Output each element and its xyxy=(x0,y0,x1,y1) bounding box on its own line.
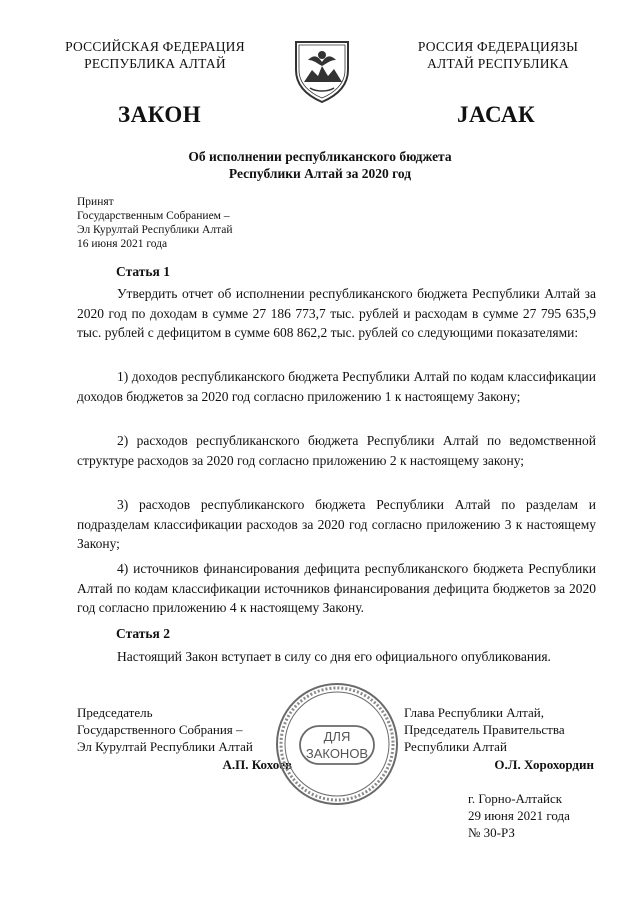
signing-date: 29 июня 2021 года xyxy=(468,808,570,823)
signature-right xyxy=(404,704,594,773)
sig-right-line2: Председатель Правительства xyxy=(404,722,565,737)
article1-item-4: 4) источников финансирования дефицита республиканского бюджета Республики Алтай по кодам классификации источников финансирования дефицита бюджетов за 2020 год согласно приложению 4 к настоящему Закону. xyxy=(77,561,596,615)
header-left xyxy=(50,38,260,72)
sig-left-line2: Государственного Собрания – xyxy=(77,722,243,737)
city: г. Горно-Алтайск xyxy=(468,791,563,806)
title-line1: Об исполнении республиканского бюджета xyxy=(188,149,452,164)
adoption-block xyxy=(77,195,233,251)
header-left-line2: РЕСПУБЛИКА АЛТАЙ xyxy=(84,56,226,71)
stamp-line1: ДЛЯ xyxy=(323,729,351,744)
article1-item-2: 2) расходов республиканского бюджета Республики Алтай по ведомственной структуре расходов за 2020 год согласно приложению 2 к настоящему закону; xyxy=(77,433,596,468)
sig-left-line1: Председатель xyxy=(77,705,153,720)
page-title xyxy=(60,148,580,182)
article1-heading: Статья 1 xyxy=(116,264,170,279)
sig-left-name: А.П. Кохоев xyxy=(222,757,292,772)
official-stamp-icon xyxy=(272,679,402,809)
doc-type-left: ЗАКОН xyxy=(118,102,202,127)
adopted-line2: Государственным Собранием – xyxy=(77,210,230,222)
header-left-line1: РОССИЙСКАЯ ФЕДЕРАЦИЯ xyxy=(65,39,245,54)
article2-heading: Статья 2 xyxy=(116,626,170,641)
sig-left-line3: Эл Курултай Республики Алтай xyxy=(77,739,253,754)
header-right xyxy=(393,38,603,72)
doc-type-right: JАСАК xyxy=(457,102,536,127)
stamp-line2: ЗАКОНОВ xyxy=(305,746,369,761)
header-right-line2: АЛТАЙ РЕСПУБЛИКА xyxy=(427,56,569,71)
article2-text: Настоящий Закон вступает в силу со дня его официального опубликования. xyxy=(117,649,551,664)
adopted-line3: Эл Курултай Республики Алтай xyxy=(77,224,233,236)
law-number: № 30-РЗ xyxy=(468,825,515,840)
sig-right-name: О.Л. Хорохордин xyxy=(494,757,594,772)
article1-item-3: 3) расходов республиканского бюджета Республики Алтай по разделам и подразделам классификации расходов за 2020 год согласно приложению 3 к настоящему Закону; xyxy=(77,497,596,551)
sig-right-line3: Республики Алтай xyxy=(404,739,507,754)
title-line2: Республики Алтай за 2020 год xyxy=(228,166,412,181)
adopted-line1: Принят xyxy=(77,196,114,208)
signature-left xyxy=(77,704,292,773)
altai-republic-emblem-icon xyxy=(290,36,354,104)
sig-right-line1: Глава Республики Алтай, xyxy=(404,705,544,720)
article1-intro: Утвердить отчет об исполнении республиканского бюджета Республики Алтай за 2020 год по доходам в сумме 27 186 773,7 тыс. рублей и расходам в сумме 27 795 635,9 тыс. рублей с дефицитом в сумме 608 862,2 тыс. рублей со следующими показателями: xyxy=(77,286,596,340)
header-right-line1: РОССИЯ ФЕДЕРАЦИЯЗЫ xyxy=(417,39,579,54)
adopted-date: 16 июня 2021 года xyxy=(77,238,168,250)
article1-item-1: 1) доходов республиканского бюджета Республики Алтай по кодам классификации доходов бюджетов за 2020 год согласно приложению 1 к настоящему Закону; xyxy=(77,369,596,404)
place-date-block xyxy=(468,790,570,841)
